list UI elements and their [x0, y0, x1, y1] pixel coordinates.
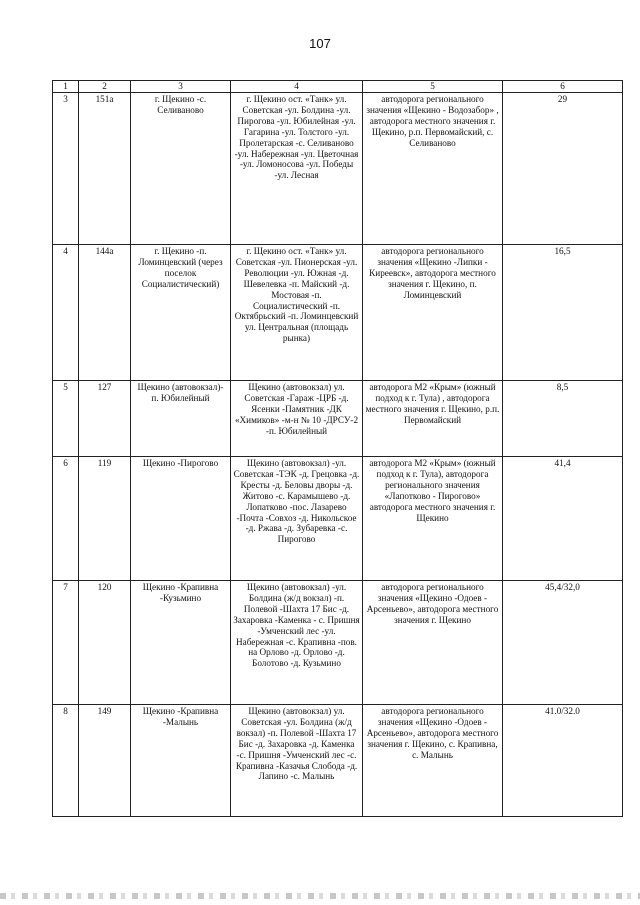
route-roads: автодорога регионального значения «Щекино -Одоев - Арсеньево», автодорога местного значения г. Щекино, с. Крапивна, с. Малынь [363, 705, 503, 817]
route-number: 119 [79, 457, 131, 581]
row-number: 8 [53, 705, 79, 817]
route-length: 16,5 [503, 245, 623, 381]
table-row [53, 581, 623, 705]
route-roads: автодорога М2 «Крым» (южный подход к г. Тула), автодорога регионального значения «Лапотково - Пирогово» автодорога местного значения г. Щекино [363, 457, 503, 581]
table-row [53, 457, 623, 581]
scan-edge-artifact [0, 893, 640, 899]
row-number: 3 [53, 93, 79, 245]
row-number: 7 [53, 581, 79, 705]
route-stops: г. Щекино ост. «Танк» ул. Советская -ул. Пионерская -ул. Революции -ул. Южная -д. Шевелевка -п. Майский -д. Мостовая -п. Социалистический -п. Октябрьский -п. Ломинцевский ул. Центральная (площадь рынка) [231, 245, 363, 381]
route-name: г. Щекино -с. Селиваново [131, 93, 231, 245]
route-number: 151а [79, 93, 131, 245]
route-roads: автодорога регионального значения «Щекино -Липки - Киреевск», автодорога местного значения г. Щекино, п. Ломинцевский [363, 245, 503, 381]
route-length: 8,5 [503, 381, 623, 457]
route-name: г. Щекино -п. Ломинцевский (через поселок Социалистический) [131, 245, 231, 381]
route-length: 29 [503, 93, 623, 245]
route-roads: автодорога регионального значения «Щекино -Одоев - Арсеньево», автодорога местного значения г. Щекино [363, 581, 503, 705]
route-stops: Щекино (автовокзал) -ул. Советская -ТЭК -д. Грецовка -д. Кресты -д. Беловы дворы -д. Житово -с. Карамышево -д. Лопатково -пос. Лазарево -Почта -Совхоз -д. Никольское -д. Ржава -д. Зубаревка -с. Пирогово [231, 457, 363, 581]
route-name: Щекино (автовокзал)- п. Юбилейный [131, 381, 231, 457]
row-number: 6 [53, 457, 79, 581]
header-cell: 6 [503, 81, 623, 93]
route-number: 149 [79, 705, 131, 817]
route-number: 127 [79, 381, 131, 457]
header-cell: 3 [131, 81, 231, 93]
row-number: 5 [53, 381, 79, 457]
route-stops: Щекино (автовокзал) ул. Советская -Гараж -ЦРБ -д. Ясенки -Памятник -ДК «Химиков» -м-н № 10 -ДРСУ-2 -п. Юбилейный [231, 381, 363, 457]
route-length: 41,4 [503, 457, 623, 581]
table-header-row [53, 81, 623, 93]
header-cell: 5 [363, 81, 503, 93]
table-row [53, 705, 623, 817]
header-cell: 1 [53, 81, 79, 93]
header-cell: 4 [231, 81, 363, 93]
route-roads: автодорога М2 «Крым» (южный подход к г. Тула) , автодорога местного значения г. Щекино, р.п. Первомайский [363, 381, 503, 457]
row-number: 4 [53, 245, 79, 381]
route-stops: г. Щекино ост. «Танк» ул. Советская -ул. Болдина -ул. Пирогова -ул. Юбилейная -ул. Гагарина -ул. Толстого -ул. Пролетарская -с. Селиваново -ул. Набережная -ул. Цветочная -ул. Ломоносова -ул. Победы -ул. Лесная [231, 93, 363, 245]
route-name: Щекино -Крапивна -Кузьмино [131, 581, 231, 705]
table-row [53, 93, 623, 245]
route-number: 144а [79, 245, 131, 381]
routes-table [52, 80, 623, 817]
page-number: 107 [309, 36, 331, 51]
route-name: Щекино -Крапивна -Малынь [131, 705, 231, 817]
table-row [53, 245, 623, 381]
route-length: 41.0/32.0 [503, 705, 623, 817]
route-number: 120 [79, 581, 131, 705]
header-cell: 2 [79, 81, 131, 93]
route-stops: Щекино (автовокзал) ул. Советская -ул. Болдина (ж/д вокзал) -п. Полевой -Шахта 17 Бис -д. Захаровка -д. Каменка -с. Пришня -Умченский лес -с. Крапивна -Казачья Слобода -д. Лапино -с. Малынь [231, 705, 363, 817]
route-length: 45,4/32,0 [503, 581, 623, 705]
route-name: Щекино -Пирогово [131, 457, 231, 581]
route-stops: Щекино (автовокзал) -ул. Болдина (ж/д вокзал) -п. Полевой -Шахта 17 Бис -д. Захаровка -Каменка - с. Пришня -Умченский лес -ул. Набережная -с. Крапивна -пов. на Орлово -д. Орлово -д. Болотово -д. Кузьмино [231, 581, 363, 705]
table-row [53, 381, 623, 457]
route-roads: автодорога регионального значения «Щекино - Водозабор» , автодорога местного значения г. Щекино, р.п. Первомайский, с. Селиваново [363, 93, 503, 245]
